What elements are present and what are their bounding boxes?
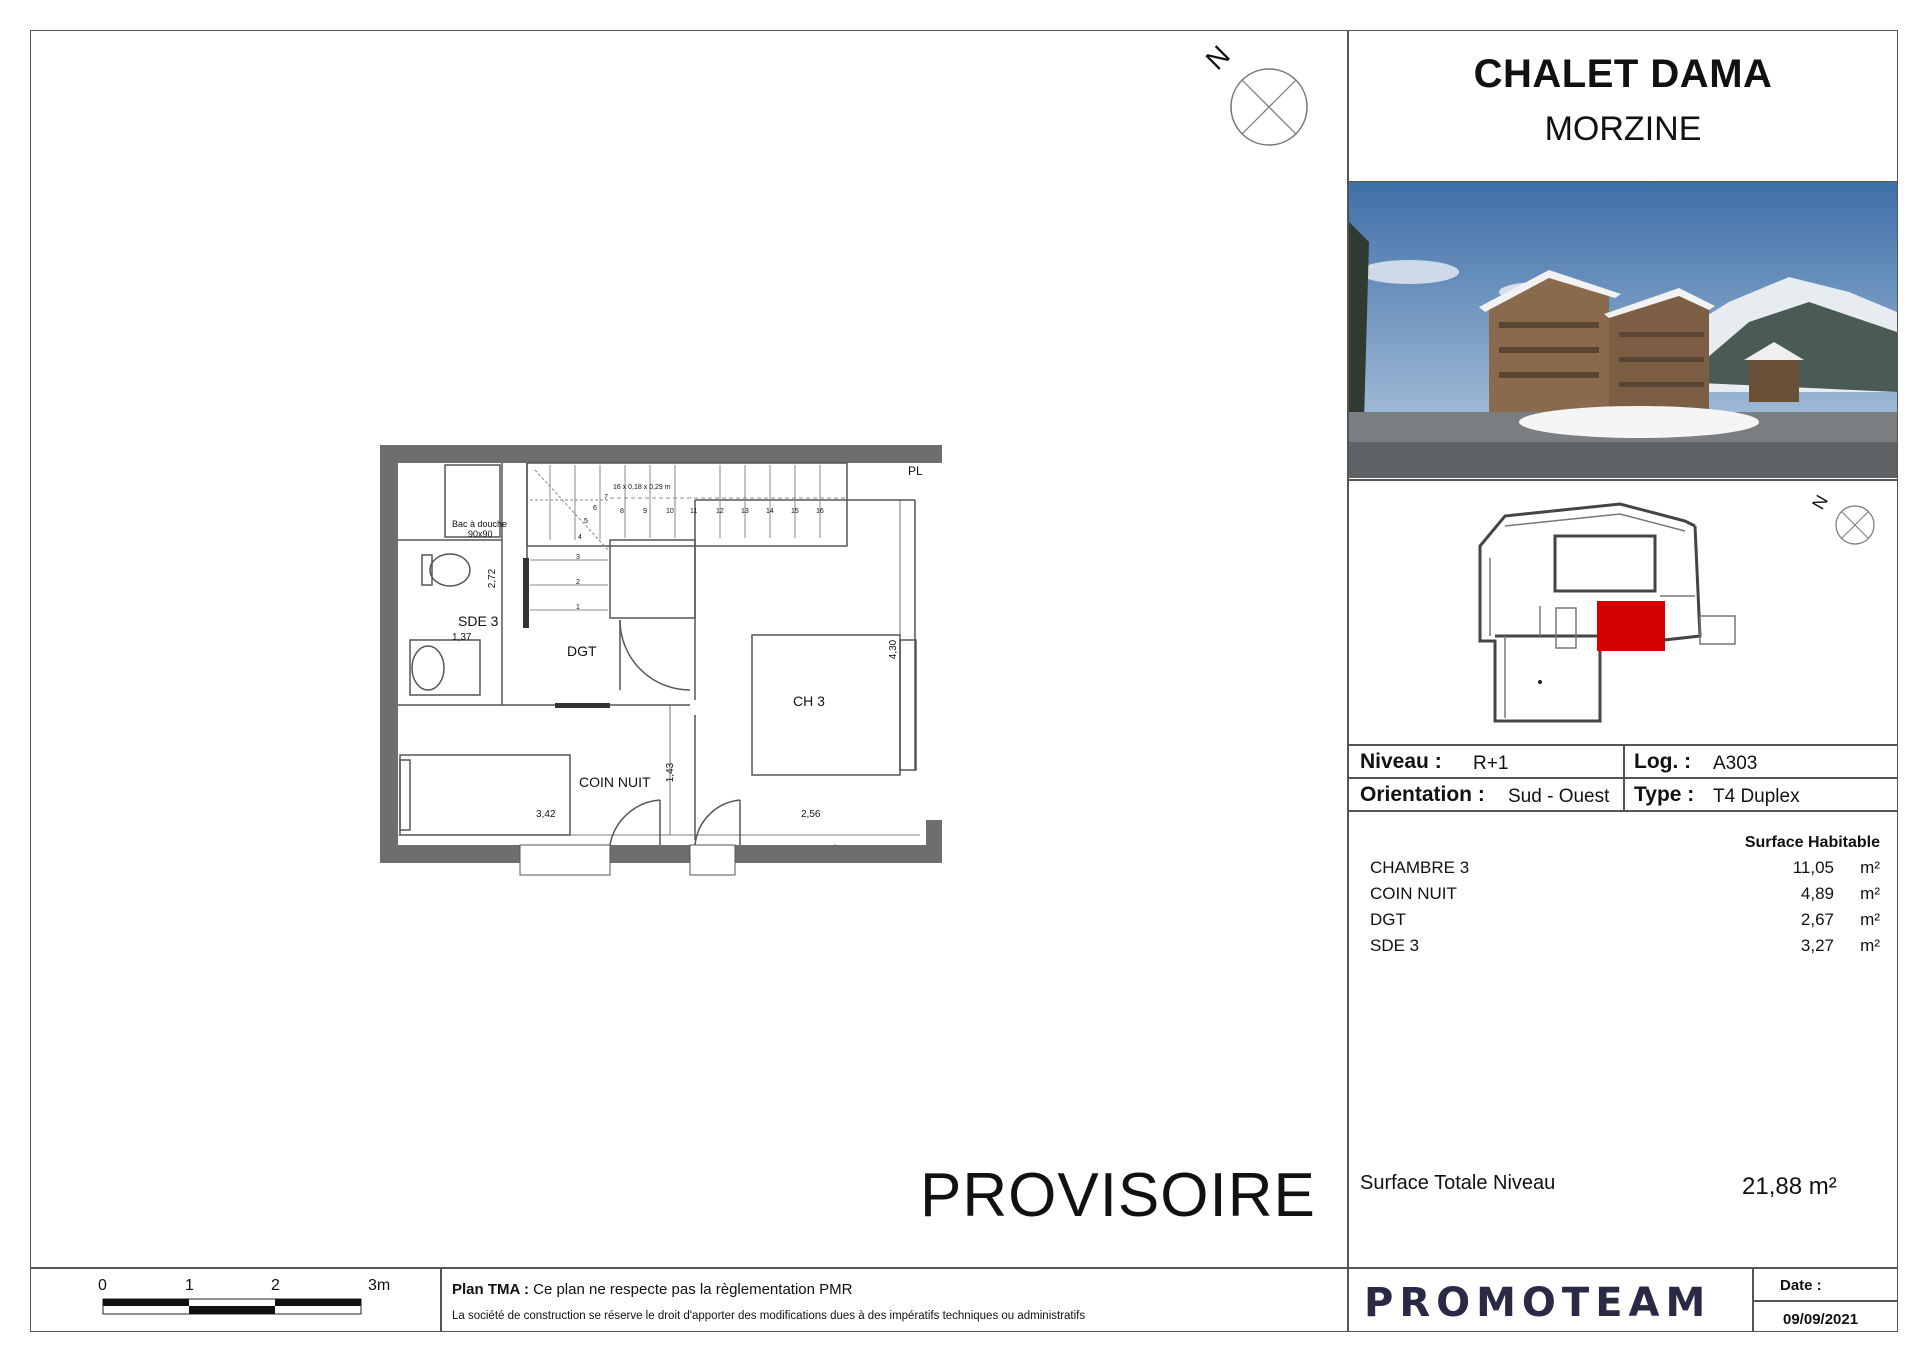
dim-272: 2,72 [487, 568, 499, 589]
plan-note-label: Plan TMA : [452, 1281, 529, 1298]
surface-room-value: 11,05 [1792, 858, 1834, 877]
niveau-value: R+1 [1473, 753, 1509, 774]
plan-note [452, 1281, 852, 1298]
surface-row [1370, 936, 1880, 962]
keyplan-north-label: N [1808, 491, 1832, 513]
surface-room-value: 4,89 [1800, 884, 1834, 903]
log-label: Log. : [1634, 750, 1692, 773]
surface-unit: m² [1860, 884, 1880, 903]
dim-342: 3,42 [536, 809, 556, 820]
surface-table [1370, 834, 1880, 962]
orientation-value: Sud - Ouest [1508, 786, 1610, 807]
surface-header: Surface Habitable [1744, 834, 1880, 851]
project-location: MORZINE [1544, 110, 1702, 148]
date-divider [1752, 1300, 1898, 1302]
key-plan [1460, 496, 1760, 726]
building-photo [1349, 182, 1897, 478]
surface-room-value: 3,27 [1800, 936, 1834, 955]
date-label: Date : [1780, 1277, 1822, 1294]
stair-step: 7 [604, 494, 608, 501]
stair-step: 6 [593, 505, 597, 512]
type-value: T4 Duplex [1713, 786, 1800, 807]
scale-bar [102, 1298, 364, 1318]
room-label-sde: SDE 3 [458, 613, 499, 629]
promoteam-logo: PROMOTEAM [1364, 1280, 1712, 1326]
room-label-ch: CH 3 [793, 693, 825, 709]
room-label-dgt: DGT [567, 643, 597, 659]
surface-total-value: 21,88 m² [1742, 1173, 1837, 1200]
stair-step: 14 [766, 508, 774, 515]
stair-step: 12 [716, 508, 724, 515]
stair-step: 11 [690, 508, 698, 515]
stair-step: 13 [741, 508, 749, 515]
compass-icon [1228, 66, 1310, 148]
surface-unit: m² [1860, 910, 1880, 929]
surface-row [1370, 884, 1880, 910]
surface-room-name: CHAMBRE 3 [1370, 858, 1470, 877]
stair-step: 10 [666, 508, 674, 515]
stair-step: 4 [578, 534, 582, 541]
plan-note-text: Ce plan ne respecte pas la règlementation PMR [533, 1281, 853, 1298]
surface-row [1370, 910, 1880, 936]
surface-room-name: SDE 3 [1370, 936, 1420, 955]
stair-step: 9 [643, 508, 647, 515]
north-arrow-label: N [1199, 39, 1236, 76]
scale-tick-label: 0 [98, 1277, 107, 1294]
surface-unit: m² [1860, 936, 1880, 955]
apartment-highlight [1597, 601, 1665, 651]
surface-room-value: 2,67 [1800, 910, 1834, 929]
date-value: 09/09/2021 [1783, 1311, 1859, 1328]
dim-430: 4,30 [888, 639, 900, 660]
stair-step: 2 [576, 579, 580, 586]
shower-size-label: 90x90 [468, 529, 493, 539]
stair-step: 5 [584, 518, 588, 525]
stair-step: 15 [791, 508, 799, 515]
floor-plan [370, 440, 950, 880]
disclaimer-text: La société de construction se réserve le droit d'apporter des modifications dues à des impératifs techniques ou administratifs [452, 1310, 1086, 1322]
stair-step: 16 [816, 508, 824, 515]
info-bottom-divider [1347, 810, 1898, 812]
shower-label: Bac à douche [452, 519, 508, 529]
project-title: CHALET DAMA [1473, 52, 1773, 96]
dim-137: 1,37 [452, 632, 472, 643]
stair-spec: 16 x 0,18 x 0,29 m [613, 484, 671, 491]
photo-bottom-divider [1347, 479, 1898, 481]
dim-256: 2,56 [801, 809, 821, 820]
scale-tick-label: 2 [271, 1277, 280, 1294]
surface-unit: m² [1860, 858, 1880, 877]
scale-tick-label: 1 [185, 1277, 194, 1294]
stair-step: 1 [576, 604, 580, 611]
keyplan-compass-icon [1834, 504, 1876, 546]
pl-label: PL [908, 464, 923, 478]
info-col-divider [1623, 744, 1625, 810]
room-label-coin-nuit: COIN NUIT [579, 774, 651, 790]
scale-tick-label: 3m [368, 1277, 391, 1294]
surface-room-name: DGT [1370, 910, 1406, 929]
footer-divider [30, 1267, 1898, 1269]
surface-room-name: COIN NUIT [1370, 884, 1457, 903]
footer-scale-divider [440, 1267, 442, 1332]
niveau-label: Niveau : [1360, 750, 1442, 773]
stair-step: 3 [576, 554, 580, 561]
surface-total-label: Surface Totale Niveau [1360, 1172, 1556, 1194]
type-label: Type : [1634, 783, 1695, 806]
stair-step: 8 [620, 508, 624, 515]
provisional-stamp: PROVISOIRE [920, 1161, 1316, 1230]
log-value: A303 [1713, 753, 1758, 774]
orientation-label: Orientation : [1360, 783, 1485, 806]
surface-row [1370, 858, 1880, 884]
dim-143: 1,43 [665, 762, 677, 783]
